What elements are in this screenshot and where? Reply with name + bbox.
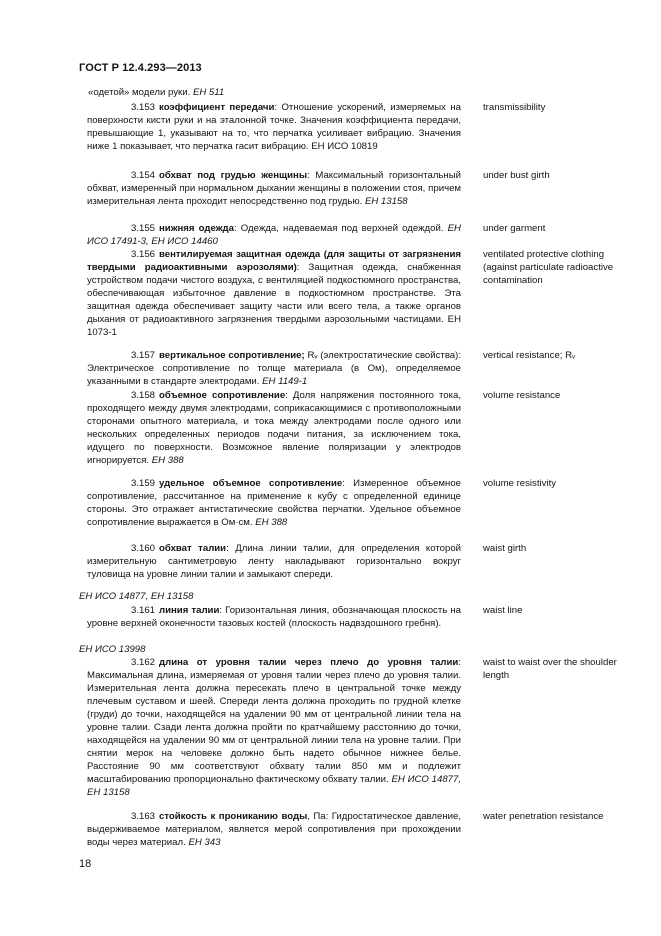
entry-english: water penetration resistance — [483, 811, 604, 822]
entry-number: 3.162 — [131, 657, 156, 668]
entry-body: : Отношение ускорений, измеряемых на поверхности кисти руки и на эталонной точке. Значения коэффициента передачи, превышающие 1, указывают на то, что перчатка усиливает вибрацию. Значения ниже 1 показывает, что перчатка гасит вибрацию. — [87, 102, 461, 152]
entry-english: volume resistance — [483, 390, 561, 401]
entry-definition — [87, 604, 461, 630]
entry-source: ЕН 388 — [151, 455, 184, 466]
entry-source: ЕН 13158 — [364, 196, 408, 207]
entry-english: under garment — [483, 223, 546, 234]
document-header: ГОСТ Р 12.4.293—2013 — [79, 62, 202, 74]
entry-source: ЕН 1149-1 — [262, 376, 308, 387]
entry-body: : Защитная одежда, снабженная устройством подачи чистого воздуха, с вентиляцией подкостюмного пространства, обеспечивающая избыточное давление в подкостюмном пространстве. Эта защитная одежда обеспечивает защиту части или всего тела, а также органов дыхания от радиоактивного загрязнения твердыми аэрозольными частицами. — [87, 262, 461, 325]
entry-term: нижняя одежда — [159, 223, 234, 234]
entry-english: waist girth — [483, 543, 527, 554]
continuation-fragment — [88, 86, 462, 99]
entry-number: 3.153 — [131, 102, 156, 113]
entry-english: ventilated protective clothing (against particulate radioactive contamination — [483, 249, 614, 286]
entry-english: transmissibility — [483, 102, 546, 113]
entry-definition — [87, 656, 461, 799]
entry-source: ЕН 1073-1 — [87, 314, 461, 338]
entry-english: waist line — [483, 605, 523, 616]
entry-term: вентилируемая защитная одежда (для защиты от загрязнения твердыми радиоактивными аэрозолями) — [87, 249, 461, 273]
entry-number: 3.159 — [131, 478, 156, 489]
entry-english: vertical resistance; Rᵥ — [483, 350, 576, 361]
entry-number: 3.158 — [131, 390, 156, 401]
entry-term: обхват талии — [159, 543, 227, 554]
entry-number: 3.156 — [131, 249, 156, 260]
entry-english: waist to waist over the shoulder length — [483, 657, 617, 681]
entry-term: вертикальное сопротивление; — [159, 350, 305, 361]
entry-definition — [87, 810, 461, 849]
entry-body: , Па: Гидростатическое давление, выдерживаемое материалом, является мерой сопротивления при прохождении воды через материал. — [87, 811, 461, 848]
entry-source: ЕН ИСО 17491-3, ЕН ИСО 14460 — [87, 223, 461, 247]
entry-body: : Одежда, надеваемая под верхней одеждой. — [233, 223, 448, 234]
entry-number: 3.160 — [131, 543, 156, 554]
entry-number: 3.161 — [131, 605, 156, 616]
entry-number: 3.157 — [131, 350, 156, 361]
entry-term: стойкость к прониканию воды — [159, 811, 308, 822]
entry-term: обхват под грудью женщины — [159, 170, 308, 181]
entry-source: ЕН 388 — [255, 517, 288, 528]
fragment-source: ЕН 511 — [192, 87, 225, 98]
entry-body: : Измеренное объемное сопротивление, рассчитанное на применение к кубу с определенной единице стороны. Это отражает антистатические свойства перчатки. Удельное объемное сопротивление выражается в Ом·см. — [87, 478, 461, 528]
entry-definition — [87, 389, 461, 467]
entry-source: ЕН 343 — [188, 837, 221, 848]
entry-definition — [87, 222, 461, 248]
entry-definition — [87, 169, 461, 208]
entry-english: volume resistivity — [483, 478, 557, 489]
fragment-text: «одетой» модели руки. — [88, 87, 193, 98]
entry-definition — [87, 101, 461, 153]
entry-body: : Длина линии талии, для определения которой измерительную сантиметровую ленту накладывают горизонтально вокруг туловища на уровне линии талии и замыкают спереди. — [87, 543, 462, 580]
entry-number: 3.154 — [131, 170, 156, 181]
entry-body: : Максимальная длина, измеряемая от уровня талии через плечо до уровня талии. Измерительная лента должна пересекать плечо в центральной точке между плечевым суставом и шеей. Спереди лента должна проходить по грудной клетке (груди) до точки, находящейся на удалении 90 мм от центральной линии тела на уровне талии. Сзади лента должна пройти по кратчайшему расстоянию до точки, находящейся на удалении 90 мм от центральной линии тела на уровне талии. При снятии мерок на человеке должно быть надето обычное нижнее белье. Расстояние 90 мм соответствуют обхвату талии 850 мм и подлежит масштабированию пропорционально фактическому обхвату талии. — [87, 657, 461, 785]
entry-source: ЕН ИСО 13998 — [79, 644, 146, 655]
entry-number: 3.155 — [131, 223, 156, 234]
entry-term: коэффициент передачи — [159, 102, 275, 113]
entry-definition — [87, 248, 461, 339]
entry-term: длина от уровня талии через плечо до уровня талии — [159, 657, 459, 668]
page-number: 18 — [79, 858, 92, 870]
entry-term: объемное сопротивление — [159, 390, 286, 401]
entry-source: ЕН ИСО 10819 — [311, 141, 378, 152]
entry-body: : Горизонтальная линия, обозначающая плоскость на уровне верхней оконечности тазовых костей (плоскость надвздошного гребня). — [87, 605, 462, 629]
entry-source: ЕН ИСО 14877, ЕН 13158 — [79, 591, 194, 602]
entry-definition — [87, 349, 461, 388]
entry-definition — [87, 542, 461, 581]
entry-term: линия талии — [159, 605, 220, 616]
entry-english: under bust girth — [483, 170, 550, 181]
entry-body: : Доля напряжения постоянного тока, проходящего между двумя электродами, соприкасающимися с противоположными сторонами опытного материала, и тока между электродами после одного или нескольких определенных периодов подачи питания, за исключением тока, идущего по поверхности. Возможное явление поляризации у электродов игнорируется. — [87, 390, 461, 466]
entry-term: удельное объемное сопротивление — [159, 478, 343, 489]
entry-number: 3.163 — [131, 811, 156, 822]
entry-body: : Максимальный горизонтальный обхват, измеренный при нормальном дыхании женщины в положении стоя, причем измерительная лента проходит непосредственно под грудью. — [87, 170, 461, 207]
entry-source: ЕН ИСО 14877, ЕН 13158 — [87, 774, 461, 798]
entry-definition — [87, 477, 461, 529]
entry-body: Rᵥ (электростатические свойства): Электрическое сопротивление по толще материала (в Ом), определяемое указанными в стандарте электродами. — [87, 350, 462, 387]
